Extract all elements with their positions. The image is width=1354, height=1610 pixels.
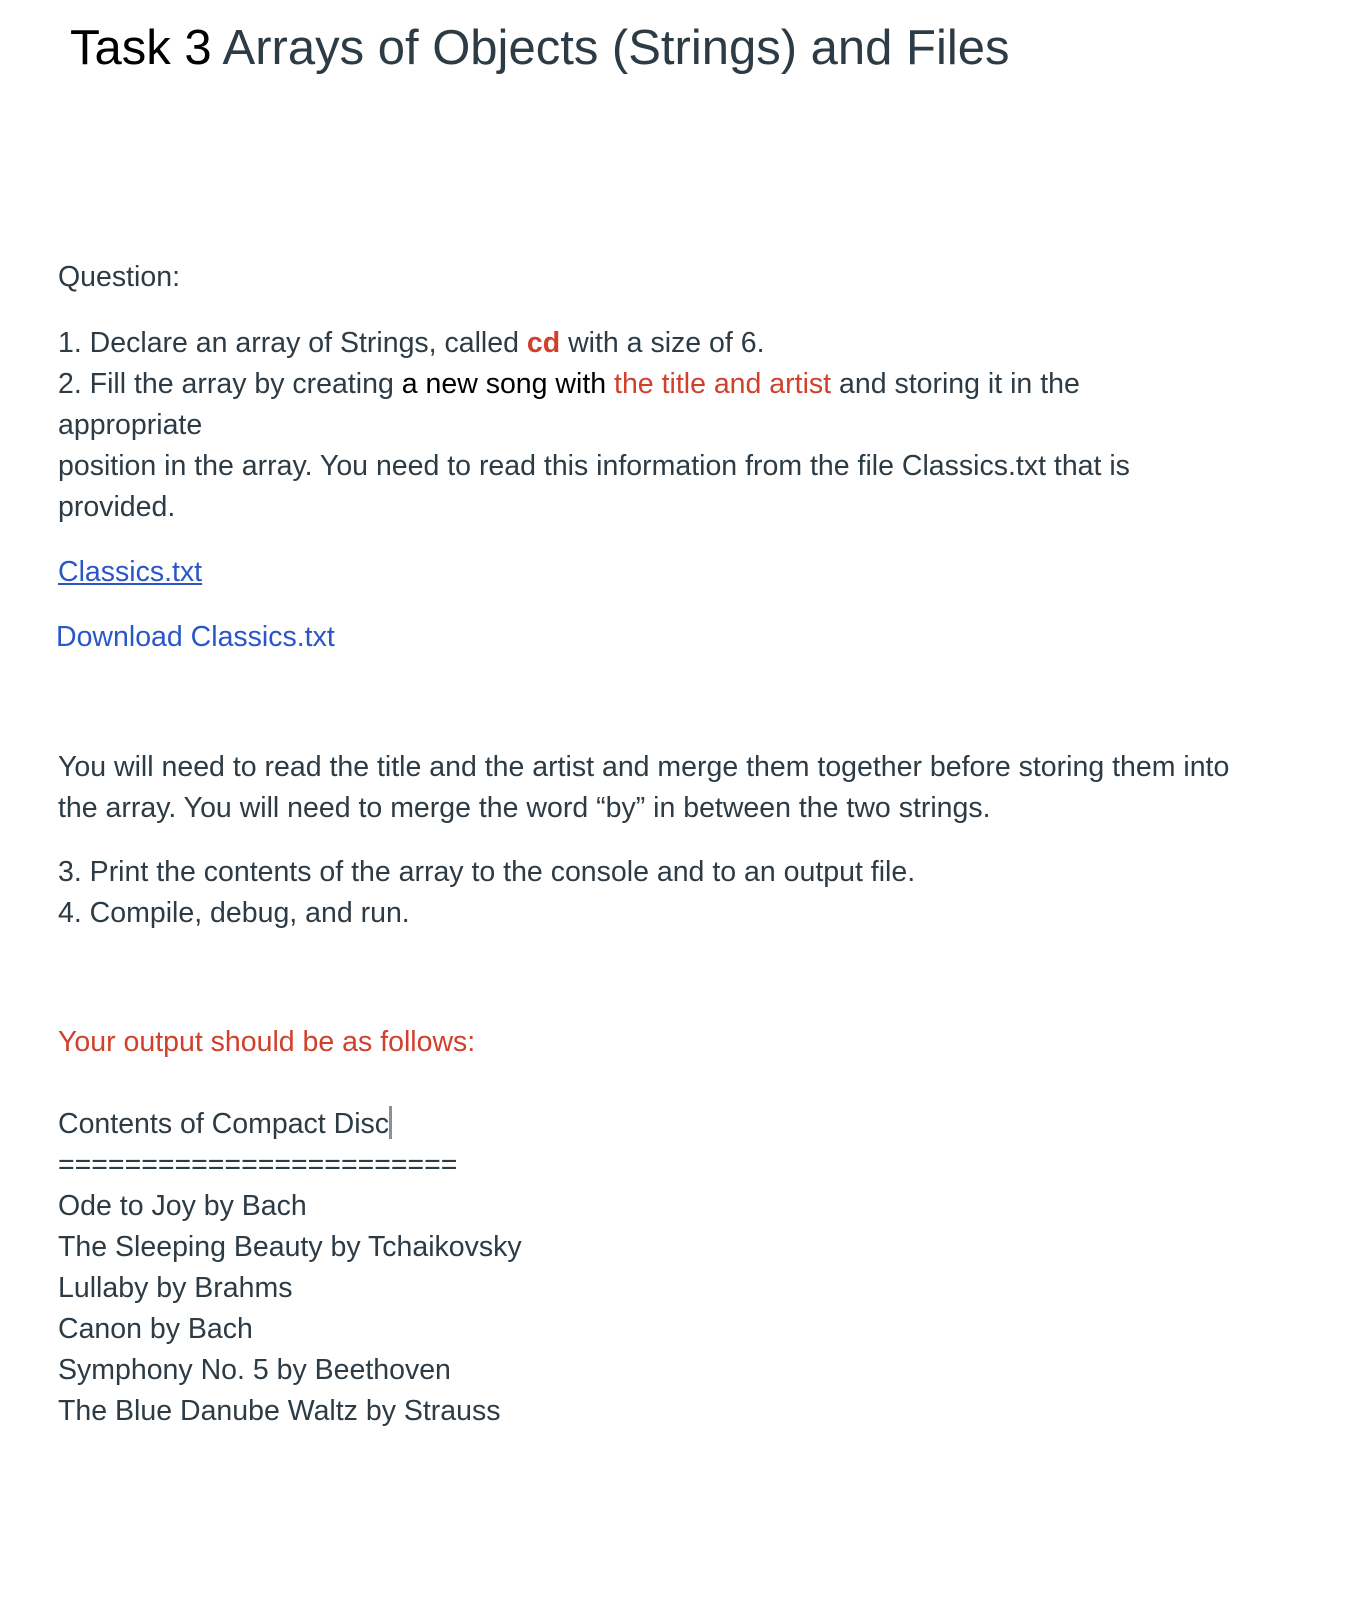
step-4: 4. Compile, debug, and run. <box>58 897 410 929</box>
output-heading: Your output should be as follows: <box>58 1026 476 1058</box>
instructions <box>58 323 1274 528</box>
step-2-line2: position in the array. You need to read this information from the file Classics.txt that is provided. <box>58 450 1130 523</box>
page-title <box>70 18 1010 78</box>
text-cursor <box>389 1106 392 1139</box>
output-line: The Sleeping Beauty by Tchaikovsky <box>58 1231 522 1263</box>
title-task: Task 3 <box>70 21 212 75</box>
step-2 <box>58 364 1188 446</box>
step-3: 3. Print the contents of the array to the console and to an output file. <box>58 856 916 888</box>
output-line: Symphony No. 5 by Beethoven <box>58 1354 451 1386</box>
output-header <box>58 1104 1274 1145</box>
step-1-text: 1. Declare an array of Strings, called <box>58 327 527 359</box>
merge-text: You will need to read the title and the artist and merge them together before storing them into the array. You will need to merge the word “by” in between the two strings. <box>58 751 1230 824</box>
classics-file-link[interactable]: Classics.txt <box>58 556 203 588</box>
output-line: Ode to Joy by Bach <box>58 1190 307 1222</box>
download-classics-link[interactable]: Download Classics.txt <box>56 621 335 653</box>
step-2-highlight: the title and artist <box>614 368 832 400</box>
step-1-after: with a size of 6. <box>560 327 765 359</box>
question-label: Question: <box>58 261 180 293</box>
output-line: Lullaby by Brahms <box>58 1272 293 1304</box>
expected-output <box>58 1104 1274 1432</box>
step-2-text: 2. Fill the array by creating <box>58 368 402 400</box>
step-1 <box>58 323 1274 364</box>
output-separator: ======================== <box>58 1149 458 1181</box>
output-line: Canon by Bach <box>58 1313 253 1345</box>
title-rest: Arrays of Objects (Strings) and Files <box>211 21 1010 75</box>
step-2-black: a new song with <box>401 368 615 400</box>
step-1-highlight: cd <box>526 327 561 359</box>
step-2-after: and storing it in the appropriate <box>58 368 1080 441</box>
output-header-text: Contents of Compact Disc <box>58 1108 390 1140</box>
output-line: The Blue Danube Waltz by Strauss <box>58 1395 501 1427</box>
